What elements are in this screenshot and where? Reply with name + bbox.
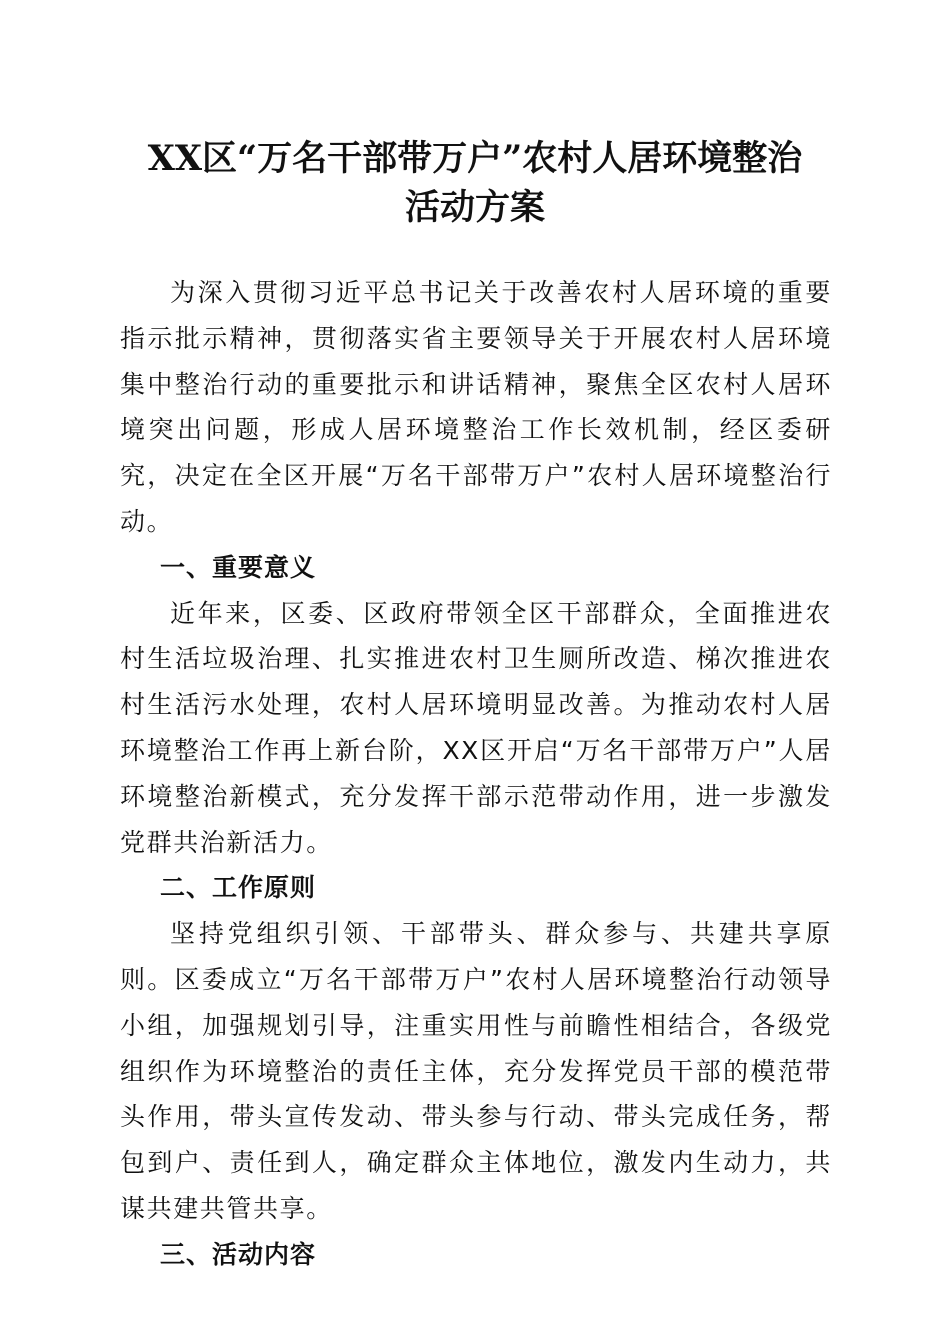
section-body-significance: 近年来，区委、区政府带领全区干部群众，全面推进农村生活垃圾治理、扎实推进农村卫生厕所改造、梯次推进农村生活污水处理，农村人居环境明显改善。为推动农村人居环境整治工作再上新台阶，XX区开启“万名干部带万户”人居环境整治新模式，充分发挥干部示范带动作用，进一步激发党群共治新活力。 — [120, 598, 832, 857]
section-heading-principles: 二、工作原则 — [160, 873, 317, 903]
title-line-1: XX区“万名干部带万户”农村人居环境整治 — [147, 138, 803, 179]
document-title — [100, 134, 850, 232]
title-line-2: 活动方案 — [404, 187, 545, 228]
section-heading-activities: 三、活动内容 — [160, 1239, 317, 1269]
document-body — [120, 270, 832, 1278]
section-body-principles: 坚持党组织引领、干部带头、群众参与、共建共享原则。区委成立“万名干部带万户”农村人居环境整治行动领导小组，加强规划引导，注重实用性与前瞻性相结合，各级党组织作为环境整治的责任主体，充分发挥党员干部的模范带头作用，带头宣传发动、带头参与行动、带头完成任务，帮包到户、责任到人，确定群众主体地位，激发内生动力，共谋共建共管共享。 — [120, 919, 832, 1223]
intro-paragraph: 为深入贯彻习近平总书记关于改善农村人居环境的重要指示批示精神，贯彻落实省主要领导关于开展农村人居环境集中整治行动的重要批示和讲话精神，聚焦全区农村人居环境突出问题，形成人居环境整治工作长效机制，经区委研究，决定在全区开展“万名干部带万户”农村人居环境整治行动。 — [120, 278, 832, 536]
section-heading-significance: 一、重要意义 — [160, 552, 317, 582]
